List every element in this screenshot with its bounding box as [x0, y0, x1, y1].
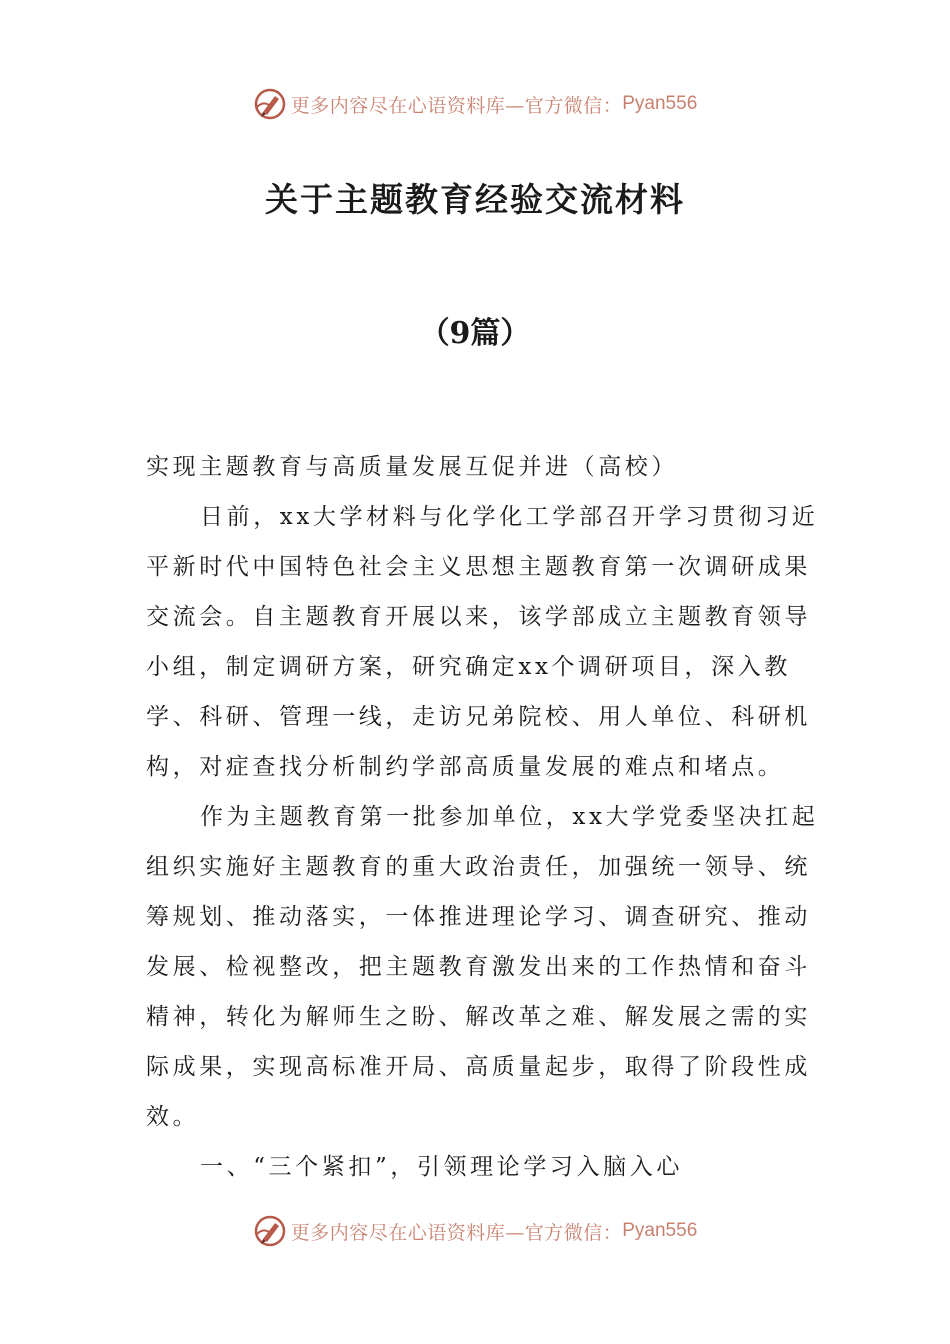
pen-logo-icon	[253, 87, 287, 121]
watermark-header	[0, 82, 950, 126]
body-paragraph-2: 作为主题教育第一批参加单位，xx大学党委坚决扛起组织实施好主题教育的重大政治责任，加强统一领导、统筹规划、推动落实，一体推进理论学习、调查研究、推动发展、检视整改，把主题教育激发出来的工作热情和奋斗精神，转化为解师生之盼、解改革之难、解发展之需的实际成果，实现高标准开局、高质量起步，取得了阶段性成效。	[146, 804, 819, 1130]
watermark-footer	[0, 1209, 950, 1253]
pen-logo-icon	[253, 1214, 287, 1248]
section-heading-1: 一、“三个紧扣”，引领理论学习入脑入心	[200, 1154, 683, 1180]
watermark-account: Pyan556	[622, 1220, 698, 1241]
document-title: 关于主题教育经验交流材料	[265, 180, 685, 219]
watermark-text: 更多内容尽在心语资料库—官方微信：	[290, 94, 623, 117]
document-subtitle: （9篇）	[419, 316, 531, 351]
body-paragraph-1: 日前，xx大学材料与化学化工学部召开学习贯彻习近平新时代中国特色社会主义思想主题教育第一次调研成果交流会。自主题教育开展以来，该学部成立主题教育领导小组，制定调研方案，研究确定xx个调研项目，深入教学、科研、管理一线，走访兄弟院校、用人单位、科研机构，对症查找分析制约学部高质量发展的难点和堵点。	[146, 504, 819, 780]
section-title: 实现主题教育与高质量发展互促并进（高校）	[146, 454, 678, 480]
watermark-text: 更多内容尽在心语资料库—官方微信：	[290, 1221, 623, 1244]
watermark-account: Pyan556	[622, 93, 698, 114]
document-body	[146, 442, 826, 1192]
